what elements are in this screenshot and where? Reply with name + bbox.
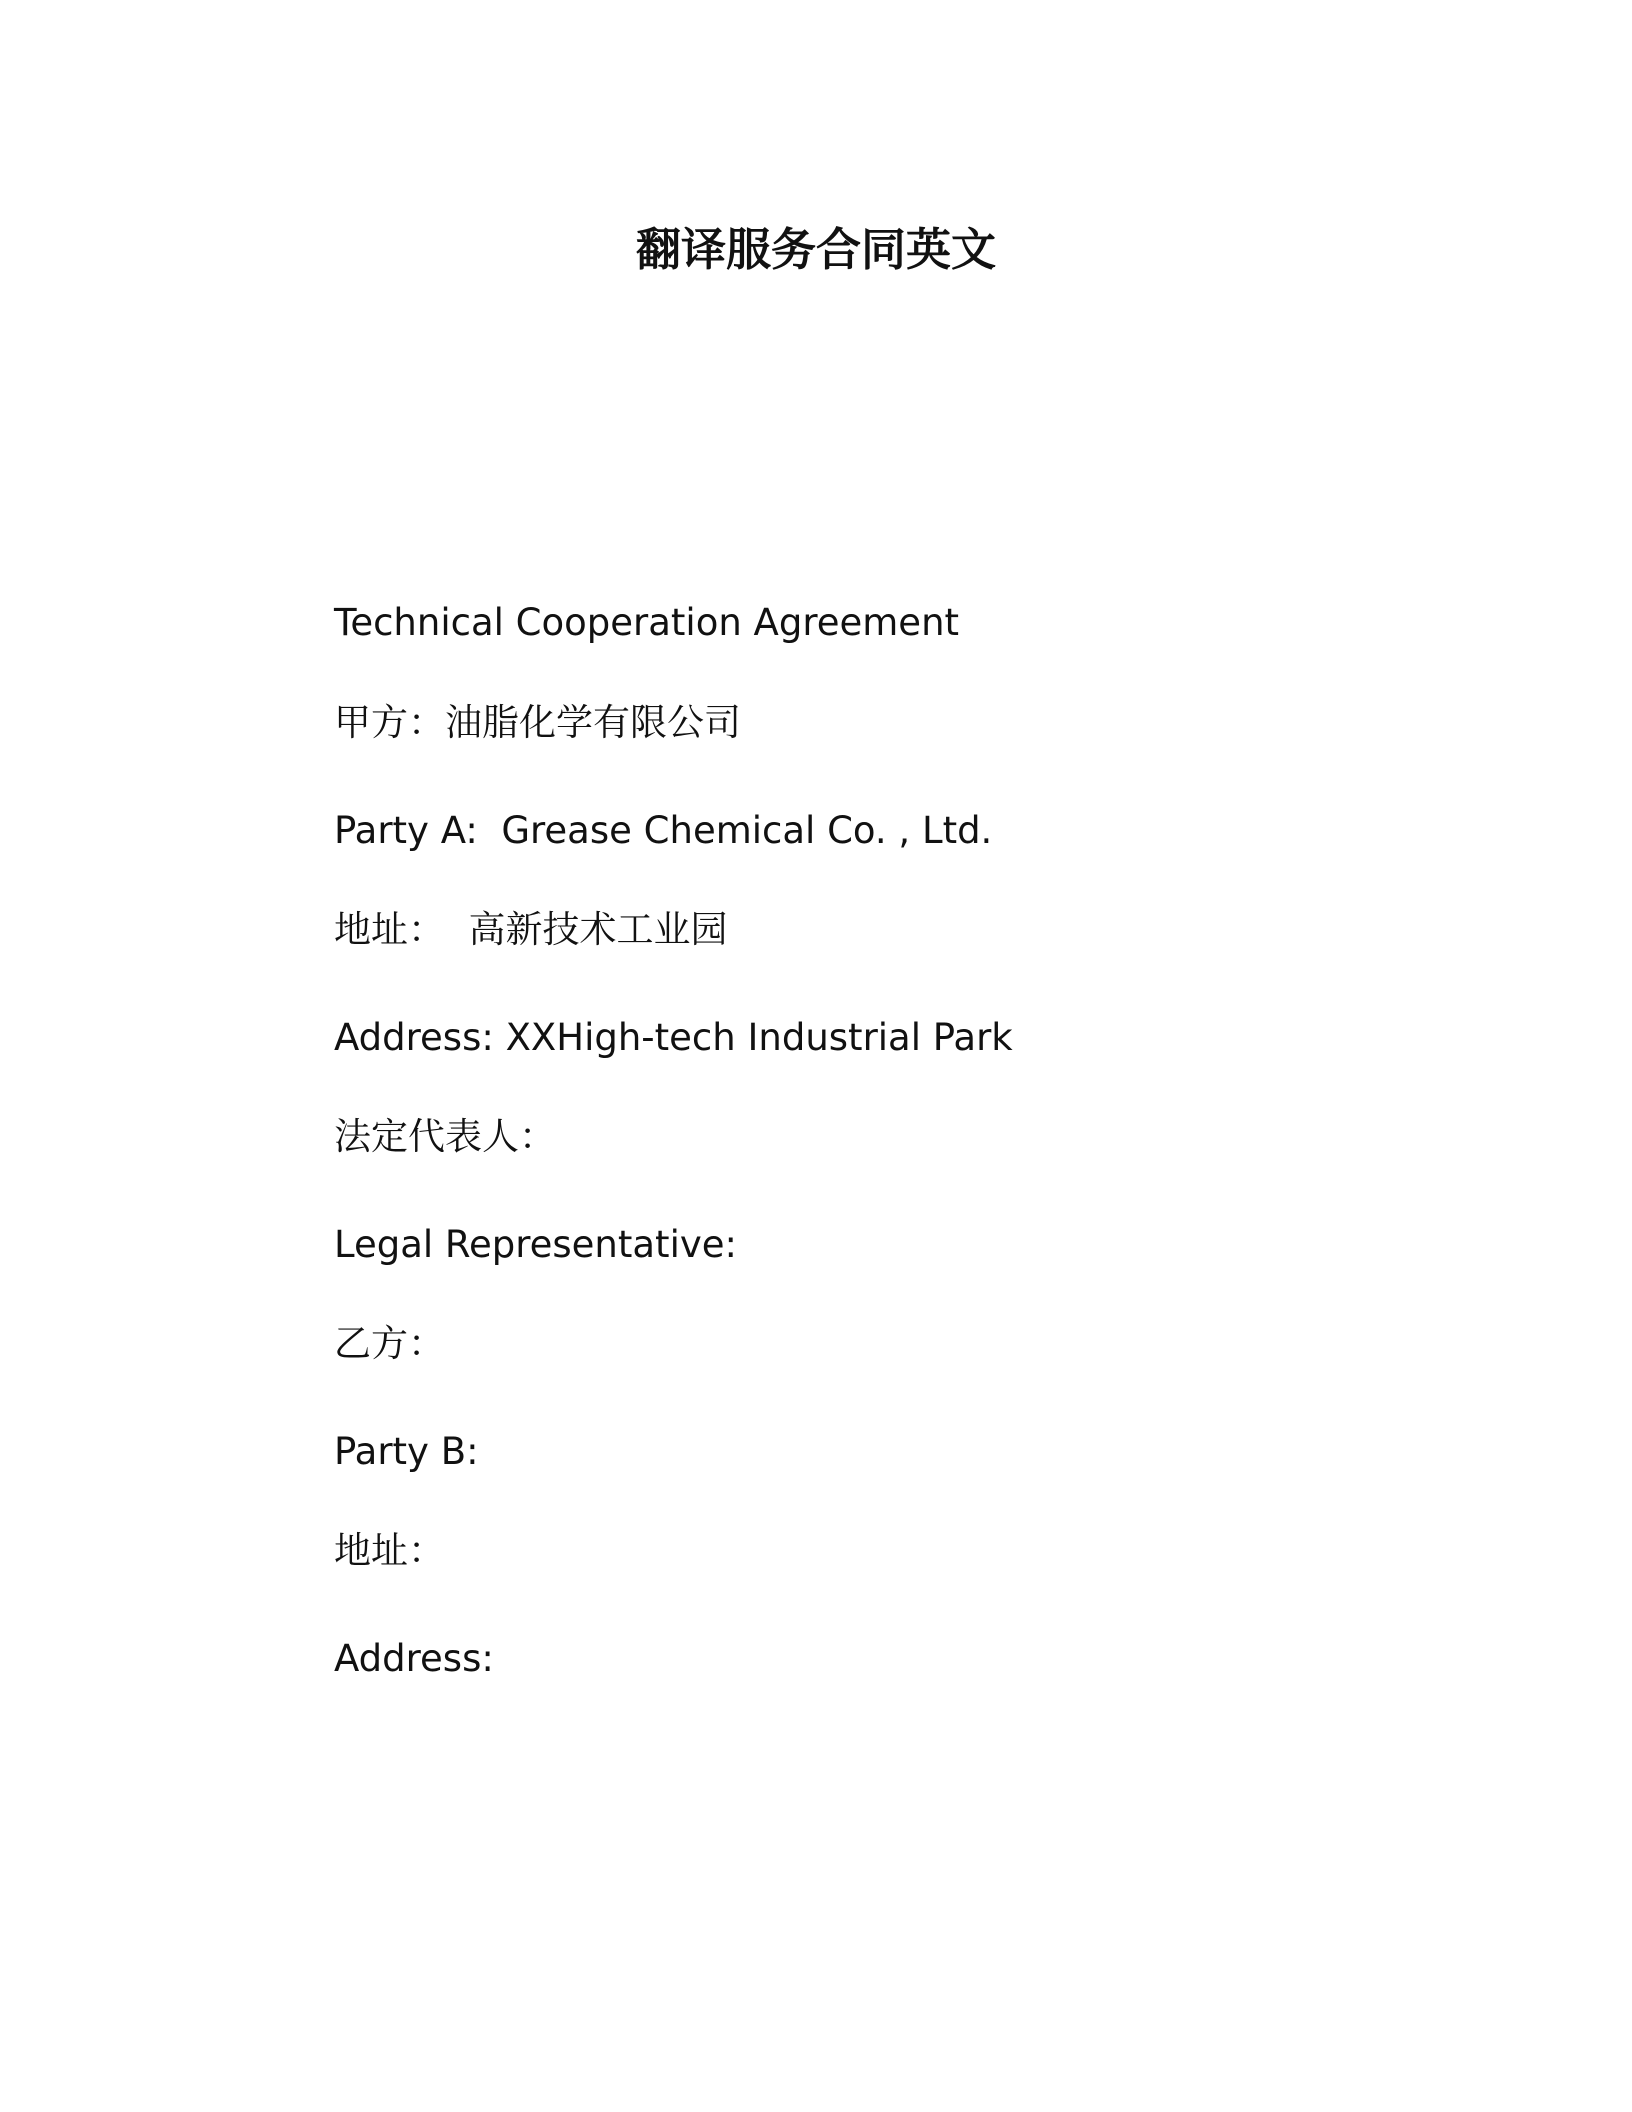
party-a-address-en: Address: XXHigh-tech Industrial Park — [334, 1016, 1013, 1059]
party-b-line-en: Party B: — [334, 1430, 479, 1473]
party-a-address-zh: 地址： 高新技术工业园 — [334, 908, 728, 951]
agreement-heading-en: Technical Cooperation Agreement — [334, 601, 960, 644]
legal-representative-en: Legal Representative: — [334, 1223, 737, 1266]
party-a-line-zh: 甲方：油脂化学有限公司 — [334, 701, 741, 744]
document-title: 翻译服务合同英文 — [635, 223, 996, 276]
party-a-line-en: Party A: Grease Chemical Co. , Ltd. — [334, 809, 993, 852]
party-b-line-zh: 乙方： — [334, 1322, 445, 1365]
party-b-address-en: Address: — [334, 1637, 494, 1680]
party-b-address-zh: 地址： — [334, 1529, 445, 1572]
legal-representative-zh: 法定代表人： — [334, 1115, 556, 1158]
